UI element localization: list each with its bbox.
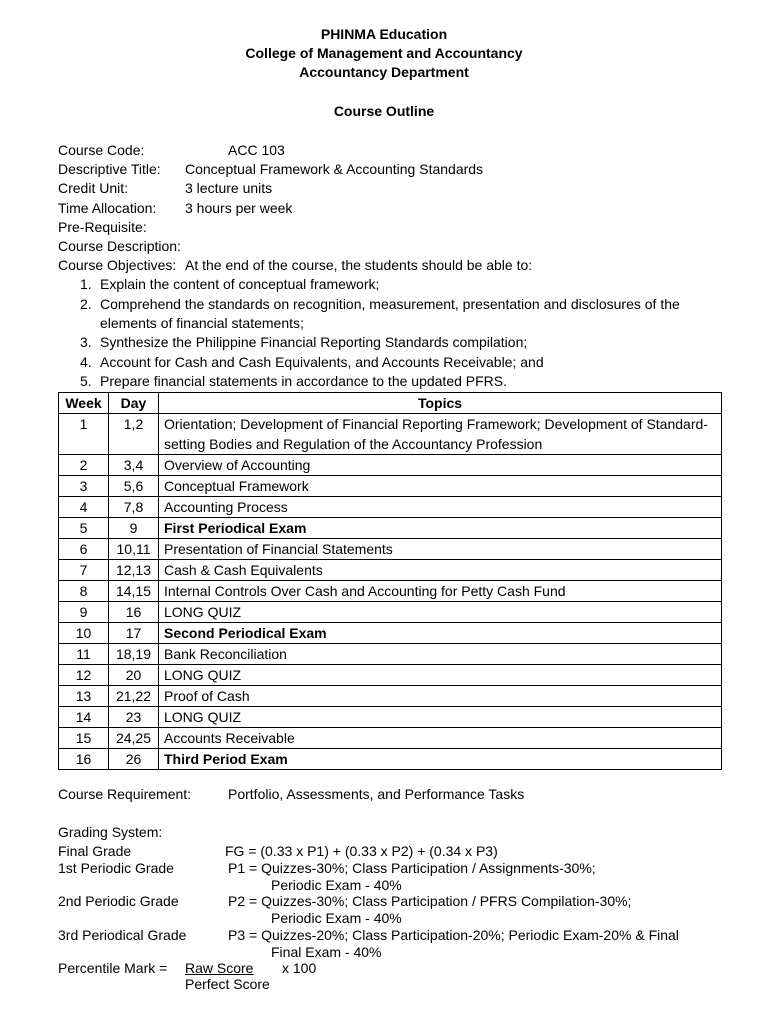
table-row <box>59 560 722 581</box>
day-cell: 14,15 <box>109 581 159 602</box>
schedule-rows <box>59 414 722 770</box>
table-row <box>59 707 722 728</box>
objective-number: 5. <box>80 373 92 389</box>
day-cell: 21,22 <box>109 686 159 707</box>
document-title: Course Outline <box>333 103 435 119</box>
topic-cell: Cash & Cash Equivalents <box>159 560 722 581</box>
week-cell: 9 <box>59 602 109 623</box>
topic-cell: First Periodical Exam <box>159 518 722 539</box>
p3-grade-label: 3rd Periodical Grade <box>58 927 187 943</box>
objective-number: 1. <box>80 276 92 292</box>
objective-text-continued: elements of financial statements; <box>100 315 304 331</box>
week-column-header: Week <box>59 393 109 414</box>
table-row <box>59 414 722 455</box>
day-cell: 17 <box>109 623 159 644</box>
week-cell: 11 <box>59 644 109 665</box>
table-row <box>59 539 722 560</box>
course-code-value: ACC 103 <box>228 142 285 158</box>
table-row <box>59 644 722 665</box>
department-name: Accountancy Department <box>299 64 469 80</box>
table-row <box>59 665 722 686</box>
day-cell: 26 <box>109 749 159 770</box>
topic-cell: Bank Reconciliation <box>159 644 722 665</box>
percentile-denominator: Perfect Score <box>185 976 270 992</box>
table-row <box>59 686 722 707</box>
grading-system-label: Grading System: <box>58 824 163 840</box>
course-objectives-intro: At the end of the course, the students should be able to: <box>185 257 533 273</box>
day-cell: 1,2 <box>109 414 159 455</box>
table-header-row <box>59 393 722 414</box>
day-cell: 24,25 <box>109 728 159 749</box>
credit-unit-label: Credit Unit: <box>58 180 129 196</box>
day-cell: 12,13 <box>109 560 159 581</box>
table-row <box>59 476 722 497</box>
topic-cell: Accounts Receivable <box>159 728 722 749</box>
table-row <box>59 623 722 644</box>
p2-grade-formula-continued: Periodic Exam - 40% <box>271 910 402 926</box>
table-row <box>59 581 722 602</box>
topic-cell: Third Period Exam <box>159 749 722 770</box>
day-cell: 16 <box>109 602 159 623</box>
p1-grade-formula: P1 = Quizzes-30%; Class Participation / Assignments-30%; <box>228 860 596 876</box>
objective-text: Synthesize the Philippine Financial Reporting Standards compilation; <box>100 334 528 350</box>
objective-number: 3. <box>80 334 92 350</box>
week-cell: 4 <box>59 497 109 518</box>
day-cell: 3,4 <box>109 455 159 476</box>
objective-text: Comprehend the standards on recognition, measurement, presentation and disclosures of the <box>100 296 680 312</box>
course-requirement-value: Portfolio, Assessments, and Performance Tasks <box>228 786 525 802</box>
week-cell: 1 <box>59 414 109 455</box>
day-cell: 9 <box>109 518 159 539</box>
objective-text: Account for Cash and Cash Equivalents, and Accounts Receivable; and <box>100 354 544 370</box>
percentile-numerator: Raw Score <box>185 960 254 976</box>
day-cell: 5,6 <box>109 476 159 497</box>
topic-cell: LONG QUIZ <box>159 665 722 686</box>
table-row <box>59 455 722 476</box>
final-grade-label: Final Grade <box>58 843 132 859</box>
table-row <box>59 602 722 623</box>
table-row <box>59 728 722 749</box>
topic-cell: Proof of Cash <box>159 686 722 707</box>
day-cell: 18,19 <box>109 644 159 665</box>
percentile-multiplier: x 100 <box>282 960 317 976</box>
prerequisite-label: Pre-Requisite: <box>58 219 147 235</box>
week-cell: 15 <box>59 728 109 749</box>
week-cell: 5 <box>59 518 109 539</box>
objective-number: 4. <box>80 354 92 370</box>
topic-cell: Orientation; Development of Financial Reporting Framework; Development of Standard-setting Bodies and Regulation of the Accountancy Profession <box>159 414 722 455</box>
objective-text: Prepare financial statements in accordance to the updated PFRS. <box>100 373 508 389</box>
course-description-label: Course Description: <box>58 238 181 254</box>
p2-grade-formula: P2 = Quizzes-30%; Class Participation / PFRS Compilation-30%; <box>228 893 632 909</box>
topic-cell: Accounting Process <box>159 497 722 518</box>
objective-number: 2. <box>80 296 92 312</box>
credit-unit-value: 3 lecture units <box>185 180 273 196</box>
objective-text: Explain the content of conceptual framework; <box>100 276 380 292</box>
time-allocation-value: 3 hours per week <box>185 200 293 216</box>
descriptive-title-value: Conceptual Framework & Accounting Standards <box>185 161 484 177</box>
week-cell: 14 <box>59 707 109 728</box>
topic-cell: LONG QUIZ <box>159 707 722 728</box>
course-code-label: Course Code: <box>58 142 145 158</box>
percentile-mark-label: Percentile Mark = <box>58 960 168 976</box>
time-allocation-label: Time Allocation: <box>58 200 157 216</box>
topics-column-header: Topics <box>159 393 722 414</box>
day-cell: 7,8 <box>109 497 159 518</box>
week-cell: 6 <box>59 539 109 560</box>
p3-grade-formula: P3 = Quizzes-20%; Class Participation-20%; Periodic Exam-20% & Final <box>228 927 679 943</box>
final-grade-formula: FG = (0.33 x P1) + (0.33 x P2) + (0.34 x P3) <box>225 843 498 859</box>
week-cell: 16 <box>59 749 109 770</box>
day-cell: 23 <box>109 707 159 728</box>
p2-grade-label: 2nd Periodic Grade <box>58 893 179 909</box>
topic-cell: LONG QUIZ <box>159 602 722 623</box>
week-cell: 10 <box>59 623 109 644</box>
table-row <box>59 497 722 518</box>
week-cell: 7 <box>59 560 109 581</box>
day-cell: 20 <box>109 665 159 686</box>
week-cell: 13 <box>59 686 109 707</box>
topic-cell: Second Periodical Exam <box>159 623 722 644</box>
week-cell: 8 <box>59 581 109 602</box>
topic-cell: Overview of Accounting <box>159 455 722 476</box>
topic-cell: Conceptual Framework <box>159 476 722 497</box>
schedule-table <box>58 392 722 770</box>
table-row <box>59 518 722 539</box>
course-objectives-label: Course Objectives: <box>58 257 177 273</box>
topic-cell: Internal Controls Over Cash and Accounting for Petty Cash Fund <box>159 581 722 602</box>
college-name: College of Management and Accountancy <box>245 45 523 61</box>
topic-cell: Presentation of Financial Statements <box>159 539 722 560</box>
course-requirement-label: Course Requirement: <box>58 786 192 802</box>
week-cell: 2 <box>59 455 109 476</box>
descriptive-title-label: Descriptive Title: <box>58 161 161 177</box>
p1-grade-formula-continued: Periodic Exam - 40% <box>271 877 402 893</box>
week-cell: 3 <box>59 476 109 497</box>
p3-grade-formula-continued: Final Exam - 40% <box>271 944 382 960</box>
p1-grade-label: 1st Periodic Grade <box>58 860 174 876</box>
day-cell: 10,11 <box>109 539 159 560</box>
institution-name: PHINMA Education <box>320 26 448 42</box>
table-row <box>59 749 722 770</box>
week-cell: 12 <box>59 665 109 686</box>
day-column-header: Day <box>109 393 159 414</box>
